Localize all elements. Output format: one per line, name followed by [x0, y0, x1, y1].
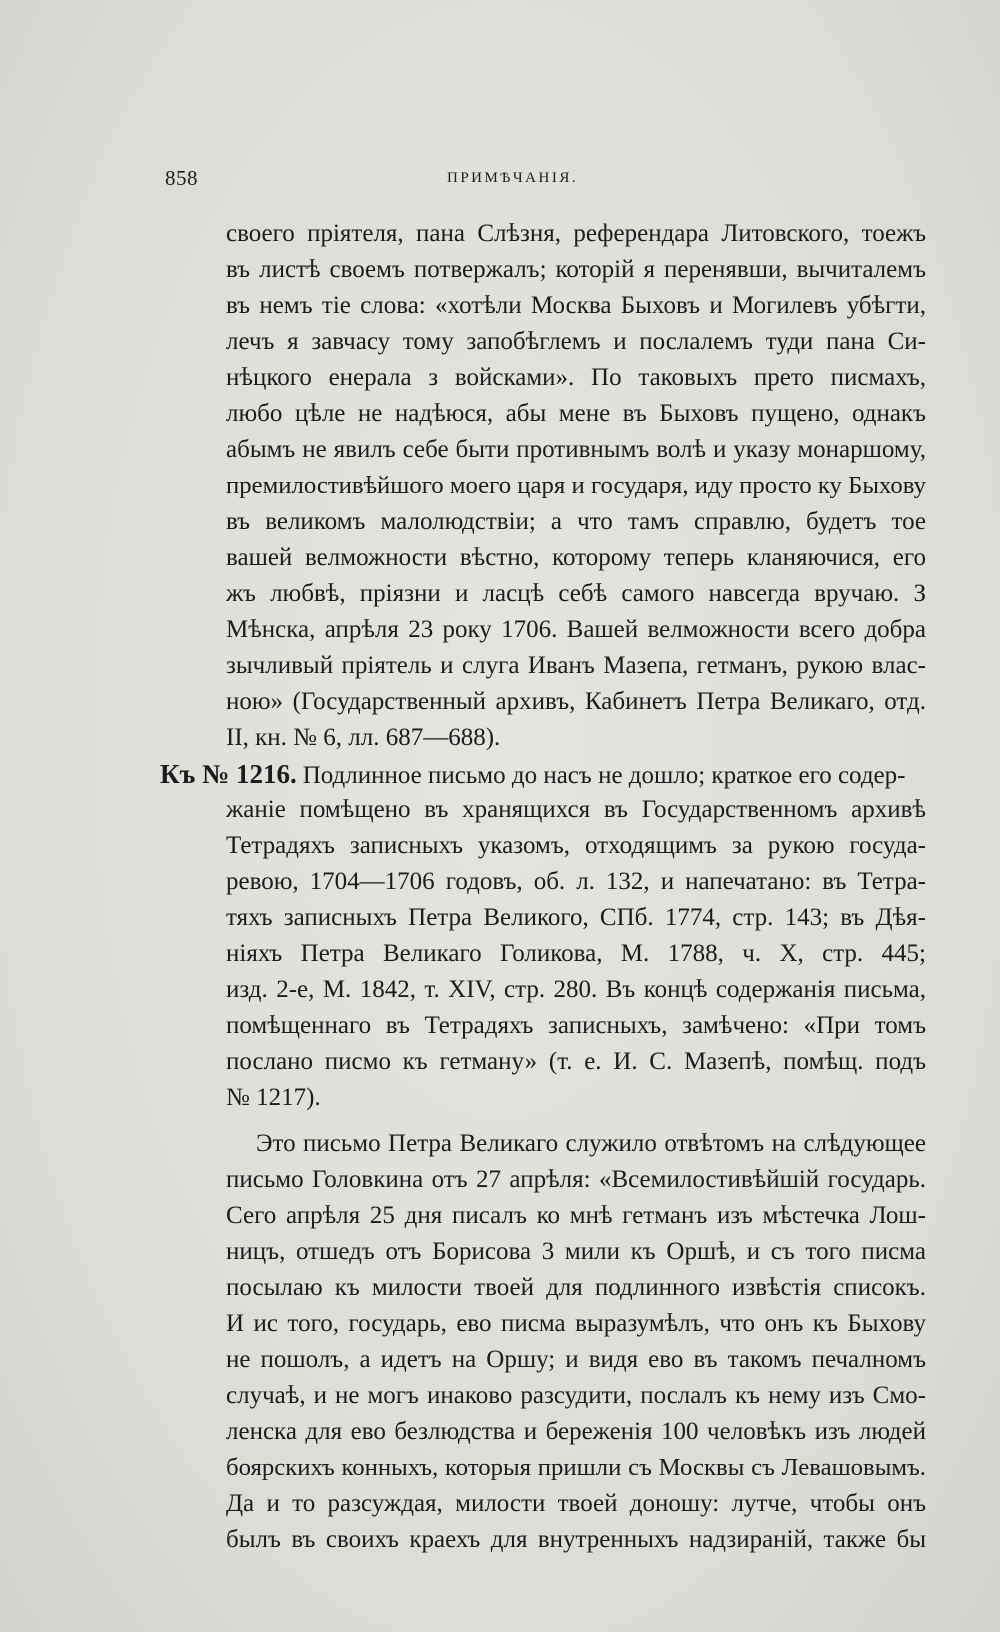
text-line: не пошолъ, а идетъ на Оршу; и видя ево въ такомъ печалномъ [226, 1346, 926, 1373]
text-line: въ великомъ малолюдствіи; а что тамъ справлю, будетъ тое [226, 508, 926, 535]
text-line: абымъ не явилъ себе быти противнымъ волѣ и указу монаршому, [226, 436, 926, 463]
page-header [165, 166, 925, 196]
text-line: въ немъ тіе слова: «хотѣли Москва Быховъ и Могилевъ убѣгти, [226, 292, 926, 319]
text-line: И ис того, государь, ево писма выразумѣлъ, что онъ къ Быхову [226, 1310, 926, 1337]
text-line: тяхъ записныхъ Петра Великого, СПб. 1774, стр. 143; въ Дѣя- [226, 904, 926, 931]
text-line: письмо Головкина отъ 27 апрѣля: «Всемилостивѣйшій государь. [226, 1166, 926, 1193]
text-line: Тетрадяхъ записныхъ указомъ, отходящимъ за рукою госуда- [226, 832, 926, 859]
text-line: Сего апрѣля 25 дня писалъ ко мнѣ гетманъ изъ мѣстечка Лош- [226, 1202, 926, 1229]
entry-label: Къ № 1216. [160, 759, 297, 789]
text-line: боярскихъ конныхъ, которыя пришли съ Москвы съ Левашовымъ. [226, 1454, 926, 1481]
text-line: Мѣнска, апрѣля 23 року 1706. Вашей велможности всего добра [226, 616, 926, 643]
text-line: случаѣ, и не могъ инаково разсудити, послалъ къ нему изъ Смо- [226, 1382, 926, 1409]
text-line: ревою, 1704—1706 годовъ, об. л. 132, и напечатано: въ Тетра- [226, 868, 926, 895]
text-line: жъ любвѣ, пріязни и ласцѣ себѣ самого навсегда вручаю. З [226, 580, 926, 607]
text-line: № 1217). [226, 1084, 321, 1111]
text-line: ніяхъ Петра Великаго Голикова, М. 1788, ч. X, стр. 445; [226, 940, 926, 967]
page-number: 858 [165, 166, 198, 190]
text-line: въ листѣ своемъ потвержалъ; которій я перенявши, вычиталемъ [226, 256, 926, 283]
text-line: ницъ, отшедъ отъ Борисова 3 мили къ Оршѣ, и съ того писма [226, 1238, 926, 1265]
text-line: послано писмо къ гетману» (т. е. И. С. Мазепѣ, помѣщ. подъ [226, 1048, 926, 1075]
text-line: премилостивѣйшого моего царя и государя, иду просто ку Быхову [226, 472, 926, 499]
text-line: любо цѣле не надѣюся, абы мене въ Быховъ пущено, однакъ [226, 400, 926, 427]
text-line: помѣщеннаго въ Тетрадяхъ записныхъ, замѣчено: «При томъ [226, 1012, 926, 1039]
text-line: изд. 2-е, М. 1842, т. XIV, стр. 280. Въ концѣ содержанія письма, [226, 976, 926, 1003]
text-line: нѣцкого енерала з войсками». По таковыхъ прето писмахъ, [226, 364, 926, 391]
running-head: ПРИМѢЧАНІЯ. [447, 170, 579, 186]
text-line: II, кн. № 6, лл. 687—688). [226, 724, 501, 751]
text-line: лечъ я завчасу тому запобѣглемъ и послалемъ туди пана Си- [226, 328, 926, 355]
text-line: ленска для ево безлюдства и береженія 100 человѣкъ изъ людей [226, 1418, 926, 1445]
text-line: былъ въ своихъ краехъ для внутренныхъ надзираній, также бы [226, 1526, 926, 1553]
paragraph-first-line: Это письмо Петра Великаго служило отвѣтомъ на слѣдующее [256, 1130, 926, 1157]
entry-first-line [160, 756, 926, 792]
text-line: ною» (Государственный архивъ, Кабинетъ Петра Великаго, отд. [226, 688, 926, 715]
text-line: Да и то разсуждая, милости твоей доношу: лутче, чтобы онъ [226, 1490, 926, 1517]
text-line: посылаю къ милости твоей для подлинного извѣстія списокъ. [226, 1274, 926, 1301]
text-line: своего пріятеля, пана Слѣзня, референдара Литовского, тоежъ [226, 220, 926, 247]
text-line: жаніе помѣщено въ хранящихся въ Государственномъ архивѣ [226, 796, 926, 823]
text-line: зычливый пріятель и слуга Иванъ Мазепа, гетманъ, рукою влас- [226, 652, 926, 679]
text-line: вашей велможности вѣстно, которому теперь кланяючися, его [226, 544, 926, 571]
entry-first-line-text: Подлинное письмо до насъ не дошло; краткое его содер- [302, 762, 906, 789]
